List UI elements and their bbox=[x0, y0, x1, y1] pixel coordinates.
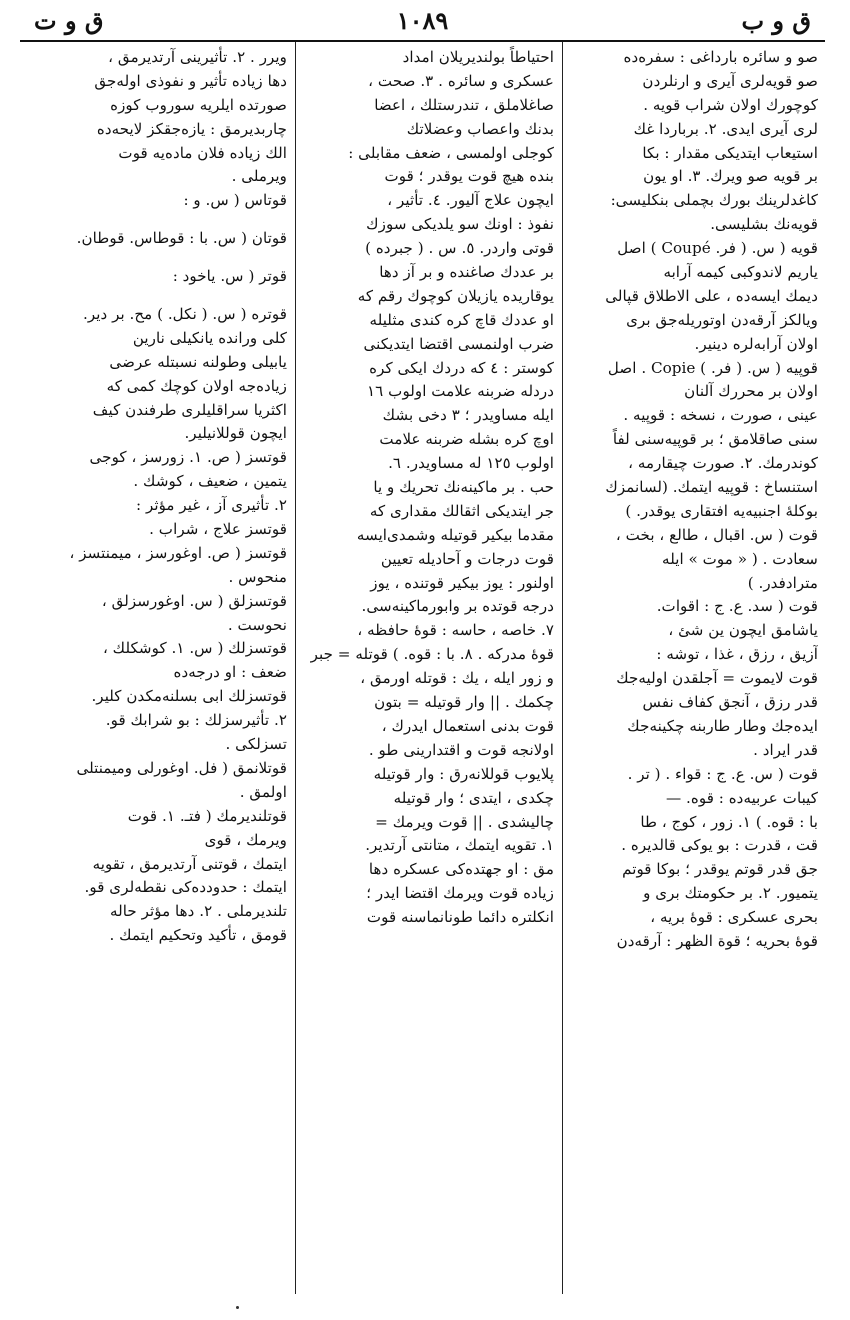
text-line: قدر ايراد . bbox=[753, 740, 818, 759]
text-line: كوجلى اولمسى ، ضعف مقابلى : bbox=[348, 143, 554, 162]
text-line: قوتلانمق ( فل. اوغورلى وميمنتلى bbox=[76, 758, 287, 777]
text-line: قوت لايموت = آجلقدن اوليه‌جك bbox=[616, 669, 818, 688]
text-line: چاليشدى . || قوت ويرمك = bbox=[375, 812, 554, 831]
text-line: نفوذ : اونك سو يلديكى سوزك bbox=[366, 215, 554, 234]
text-line: جر ايتديكى اثقالك مقدارى كه bbox=[369, 501, 554, 520]
text-line: كوستر : ٤ كه دردك ايكى كره bbox=[369, 358, 554, 377]
text-line: قوت ( سد. ع. ج : اقوات. bbox=[656, 597, 818, 616]
header-rule bbox=[20, 40, 825, 42]
column-divider-left bbox=[295, 42, 296, 1294]
text-line: دردله ضربنه علامت اولوب ١٦ bbox=[367, 382, 554, 401]
text-line: ياشامق ايچون ين شئ ، bbox=[668, 621, 818, 640]
text-line: درجه قوتده بر وابورماكينه‌سى. bbox=[361, 597, 554, 616]
text-line: قوهٔ مدركه . ٨. با : قوه. ) قوتله = جبر bbox=[310, 645, 554, 664]
text-line: احتياطاً بولنديريلان امداد bbox=[402, 48, 554, 66]
text-line: كيبات عربيه‌ده : قوه. — bbox=[666, 788, 818, 807]
column-middle bbox=[306, 46, 554, 930]
text-line: كلى ورانده يانكيلى نارين bbox=[132, 328, 287, 347]
text-line: ويرر . ٢. تأثيرينى آرتديرمق ، bbox=[108, 48, 287, 66]
text-line: قوتسزلق ( س. اوغورسزلق ، bbox=[101, 591, 287, 610]
text-line: ويرمك ، قوى bbox=[204, 830, 287, 849]
text-line: نحوست . bbox=[227, 615, 287, 634]
text-line: اكثريا سراقليلرى طرفندن كيف bbox=[92, 400, 287, 419]
text-line: آزيق ، رزق ، غذا ، توشه : bbox=[656, 645, 818, 664]
header-right-guide-word: ق و ب bbox=[741, 6, 811, 35]
text-line: مترادفدر. ) bbox=[747, 573, 818, 592]
text-line: صورتده ايلريه سوروب كوزه bbox=[110, 95, 287, 114]
text-line: قوتسز ( ص. اوغورسز ، ميمنتسز ، bbox=[69, 543, 287, 562]
text-line: قويه‌نك بشليسى. bbox=[710, 215, 818, 234]
text-line: لرى آيرى ايدى. ٢. برباردا غك bbox=[633, 119, 818, 138]
text-line: بر عددك صاغنده و بر آز دها bbox=[379, 263, 554, 282]
text-line: صو قويه‌لرى آيرى و ارنلردن bbox=[642, 71, 818, 90]
text-line: اولوب ١٢٥ له مساويدر. ٦. bbox=[388, 454, 554, 473]
text-line: ايتمك : حدودده‌كى نقطه‌لرى قو. bbox=[84, 878, 287, 897]
footer-mark bbox=[236, 1306, 239, 1309]
text-line: قوت ( س. اقبال ، طالع ، بخت ، bbox=[615, 525, 818, 544]
text-line: ضرب اولنمسى اقتضا ايتديكنى bbox=[363, 334, 554, 353]
text-line: او عددك قاچ كره كندى مثليله bbox=[369, 310, 554, 329]
text-line: كوندرمك. ٢. صورت چيقارمه ، bbox=[628, 454, 818, 473]
text-line: بنده هيچ قوت يوقدر ؛ قوت bbox=[384, 167, 554, 186]
text-line: زياده‌جه اولان كوچك كمى كه bbox=[106, 376, 287, 395]
text-line: قوتان ( س. با : قوطاس. قوطان. bbox=[76, 229, 287, 248]
line-gap bbox=[30, 213, 287, 227]
text-line: دها زياده تأثير و نفوذى اوله‌جق bbox=[94, 71, 287, 90]
text-line: قوتاس ( س. و : bbox=[183, 191, 287, 210]
text-line: قت ، قدرت : بو يوكى قالديره . bbox=[621, 836, 818, 855]
text-line: ايتمك ، قوتنى آرتديرمق ، تقويه bbox=[92, 854, 287, 873]
text-line: اولان آرابه‌لره دينير. bbox=[694, 334, 818, 353]
text-line: بر قويه صو ويرك. ٣. او يون bbox=[643, 167, 818, 186]
line-gap bbox=[30, 289, 287, 303]
text-line: ايچون علاج آليور. ٤. تأثير ، bbox=[387, 191, 554, 210]
text-line: صو و سائره بارداغى : سفره‌ده bbox=[623, 48, 818, 66]
text-line: ضعف : او درجه‌ده bbox=[173, 663, 287, 682]
text-line: جق قدر قوتم يوقدر ؛ بوكا قوتم bbox=[622, 860, 818, 879]
text-line: قوتره ( س. ( نكل. ) مح. بر دير. bbox=[83, 305, 287, 324]
text-line: ويالكز آرقه‌دن اوتوريله‌جق برى bbox=[626, 310, 818, 329]
text-line: قوت بدنى استعمال ايدرك ، bbox=[381, 716, 554, 735]
text-line: ٢. تأثيرى آز ، غير مؤثر : bbox=[136, 496, 287, 515]
text-line: ياريم لاندوكبى كيمه آرابه bbox=[663, 263, 818, 282]
text-line: منحوس . bbox=[228, 567, 287, 586]
text-line: عينى ، صورت ، نسخه : قوپيه . bbox=[623, 406, 818, 425]
text-line: و زور ايله ، يك : قوتله اورمق ، bbox=[360, 669, 554, 688]
text-line: قومق ، تأكيد وتحكيم ايتمك . bbox=[109, 926, 287, 945]
text-line: قويه ( س. ( فر. Coupé ) اصل bbox=[617, 239, 818, 258]
text-line: ايله مساويدر ؛ ٣ دخى بشك bbox=[382, 406, 554, 425]
text-line: قوتسزلك ( س. ١. كوشكلك ، bbox=[102, 639, 287, 658]
page-number: ١٠٨٩ bbox=[396, 6, 449, 35]
text-line: ويرملى . bbox=[231, 167, 287, 186]
text-line: چكمك . || وار قوتيله = بتون bbox=[374, 693, 554, 712]
text-line: با : قوه. ) ١. زور ، كوج ، طا bbox=[640, 812, 818, 831]
text-line: يتمين ، ضعيف ، كوشك . bbox=[133, 472, 287, 491]
text-line: استيعاب ايتديكى مقدار : بكا bbox=[642, 143, 818, 162]
text-line: قوتى واردر. ٥. س . ( جبرده ) bbox=[365, 239, 554, 258]
text-line: مقدما بيكير قوتيله وشمدى‌ايسه bbox=[356, 525, 554, 544]
text-line: اولمق . bbox=[239, 782, 287, 801]
text-line: تسزلكى . bbox=[225, 735, 287, 754]
text-line: عسكرى و سائره . ٣. صحت ، bbox=[368, 71, 554, 90]
text-line: يوقاريده يازيلان كوچوك رقم كه bbox=[357, 286, 554, 305]
text-line: استنساخ : قوپيه ايتمك. (لسانمزك bbox=[605, 478, 818, 497]
text-line: ايده‌جك وطار طاربنه چكينه‌جك bbox=[627, 716, 818, 735]
text-line: اولان بر محررك آلنان bbox=[684, 382, 818, 401]
text-line: قوپيه ( س. ( فر. ) Copie . اصل bbox=[607, 358, 818, 377]
header-left-guide-word: ق و ت bbox=[34, 6, 104, 35]
text-line: اوچ كره بشله ضربنه علامت bbox=[379, 430, 554, 449]
text-line: چكدى ، ايتدى ؛ وار قوتيله bbox=[393, 788, 554, 807]
page-header bbox=[20, 4, 825, 40]
text-line: قدر رزق ، آنجق كفاف نفس bbox=[642, 693, 818, 712]
column-left bbox=[30, 46, 287, 948]
text-line: قوت درجات و آحاديله تعيين bbox=[380, 549, 554, 568]
text-line: انكلتره دائما طونانماسنه قوت bbox=[366, 908, 554, 927]
text-line: بدنك واعصاب وعضلاتك bbox=[406, 119, 554, 138]
text-line: يابيلى وطولنه نسبتله عرضى bbox=[109, 352, 287, 371]
text-line: قوت ( س. ع. ج : قواء . ( تر . bbox=[627, 764, 818, 783]
line-gap bbox=[30, 251, 287, 265]
text-line: اولنور : يوز بيكير قوتنده ، يوز bbox=[370, 573, 554, 592]
text-line: چاربديرمق : يازه‌جقكز لايحه‌ده bbox=[96, 119, 287, 138]
text-line: مق : او جهتده‌كى عسكره دها bbox=[368, 860, 554, 879]
text-line: حب . بر ماكينه‌نك تحريك و يا bbox=[373, 478, 554, 497]
text-line: اولانجه قوت و اقتدارينى طو . bbox=[368, 740, 554, 759]
text-line: قوتسز علاج ، شراب . bbox=[149, 520, 287, 539]
text-line: سعادت . ( « موت » ايله bbox=[662, 549, 818, 568]
text-line: ديمك ايسه‌ده ، على الاطلاق قپالى bbox=[605, 286, 818, 305]
text-line: قوهٔ بحريه ؛ قوة الظهر : آرقه‌دن bbox=[616, 931, 818, 950]
text-line: كاغدلرينك بورك بچملى بنكليسى: bbox=[610, 191, 818, 210]
text-line: زياده قوت ويرمك اقتضا ايدر ؛ bbox=[366, 884, 554, 903]
text-line: قوتسز ( ص. ١. زورسز ، كوجى bbox=[89, 448, 287, 467]
text-line: صاغلاملق ، تندرستلك ، اعضا bbox=[374, 95, 554, 114]
text-line: ٢. تأثيرسزلك : بو شرابك قو. bbox=[105, 711, 287, 730]
text-line: پلايوب قوللانه‌رق : وار قوتيله bbox=[373, 764, 554, 783]
text-line: بوكلهٔ اجنبيه‌يه افتقارى يوقدر. ) bbox=[625, 501, 818, 520]
text-line: قوتسزلك ابى بسلنه‌مكدن كلير. bbox=[91, 687, 287, 706]
text-line: قوتلنديرمك ( فتـ. ١. قوت bbox=[127, 806, 287, 825]
column-right bbox=[572, 46, 818, 954]
text-line: تلنديرملى . ٢. دها مؤثر حاله bbox=[110, 902, 287, 921]
text-line: ٧. خاصه ، حاسه : قوهٔ حافظه ، bbox=[357, 621, 554, 640]
text-line: الك زياده فلان ماده‌يه قوت bbox=[118, 143, 287, 162]
text-line: ١. تقويه ايتمك ، متانتى آرتدير. bbox=[365, 836, 554, 855]
text-line: كوچورك اولان شراب قويه . bbox=[643, 95, 818, 114]
column-divider-right bbox=[562, 42, 563, 1294]
text-line: قوتر ( س. ياخود : bbox=[172, 267, 287, 286]
text-line: سنى صاقلامق ؛ بر قوپيه‌سنى لفاً bbox=[612, 430, 818, 449]
text-line: يتميور. ٢. بر حكومتك برى و bbox=[643, 884, 818, 903]
text-line: بحرى عسكرى : قوهٔ بريه ، bbox=[650, 908, 818, 927]
text-line: ايچون قوللانيلير. bbox=[184, 424, 287, 443]
